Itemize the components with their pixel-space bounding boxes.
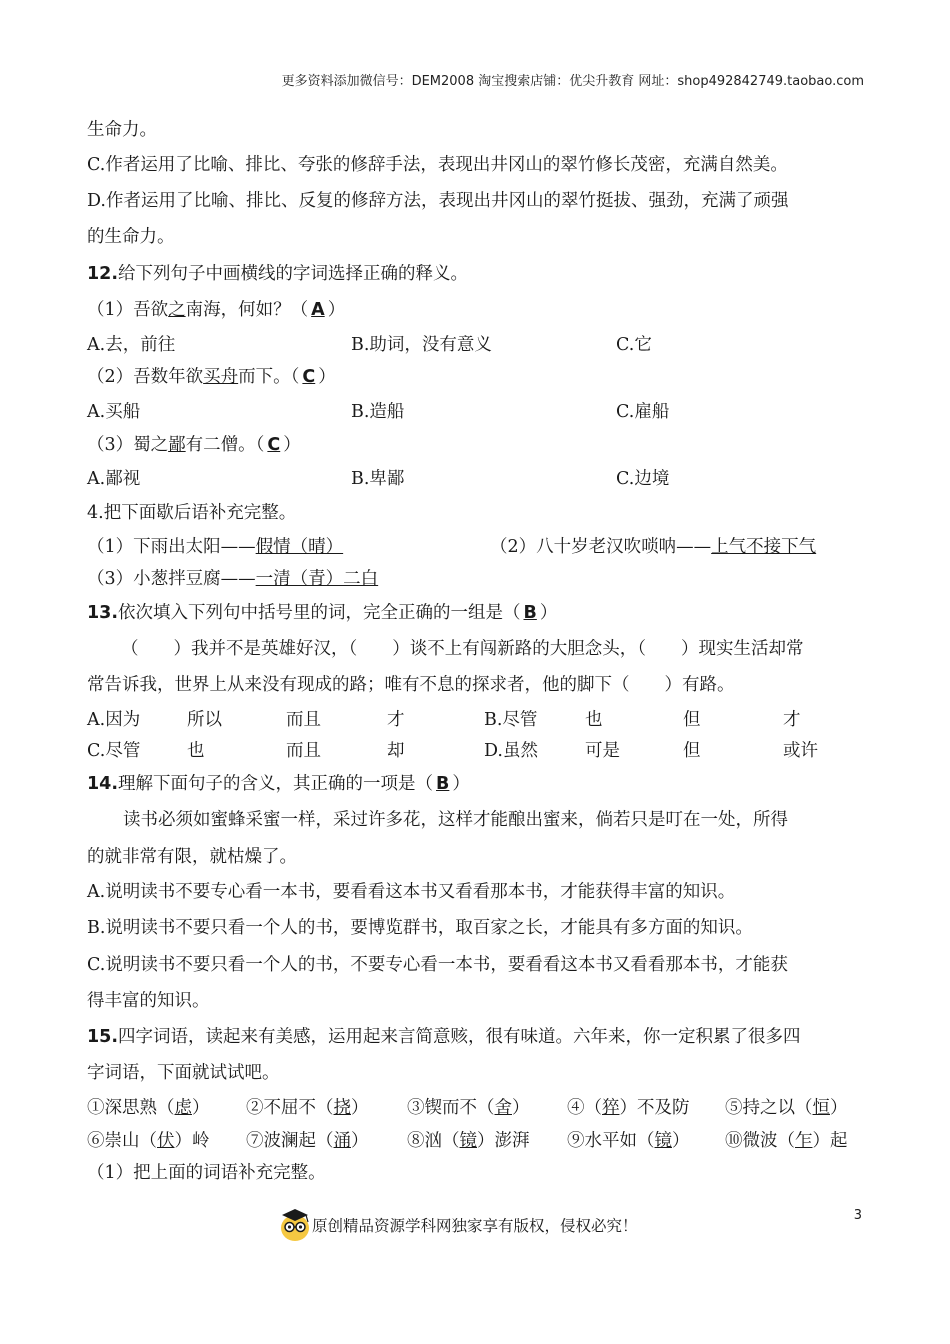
answer: 恒	[812, 1098, 830, 1118]
answer: C	[267, 435, 281, 455]
xiehouyu-3	[87, 567, 378, 591]
idiom-text: ）	[830, 1098, 848, 1118]
option-b: B.说明读书不要只看一个人的书，要博览群书，取百家之长，才能具有多方面的知识。	[87, 918, 753, 938]
idiom-text: ）	[672, 1131, 690, 1151]
riddle-text: （3）小葱拌豆腐——	[87, 569, 256, 589]
question-text: 四字词语，读起来有美感，运用起来言简意赅，很有味道。六年来，你一定积累了很多四	[118, 1027, 801, 1047]
idiom-item	[407, 1096, 530, 1120]
question-number: 12.	[87, 264, 119, 284]
option: A.因为	[87, 710, 141, 730]
option: 或许	[783, 741, 818, 761]
idiom-text: ⑤持之以（	[725, 1098, 813, 1118]
sentence-3	[87, 433, 301, 457]
option: C.雇船	[616, 402, 670, 422]
option: B.造船	[351, 402, 405, 422]
passage-line: 常告诉我，世界上从来没有现成的路；唯有不息的探求者，他的脚下（ ）有路。	[87, 675, 735, 695]
option: 才	[783, 710, 801, 730]
option-c-cont: 得丰富的知识。	[87, 991, 210, 1011]
sentence-text: 有二僧。（	[185, 435, 265, 455]
sentence-text: （3）蜀之	[87, 435, 169, 455]
passage-line: 的就非常有限，就枯燥了。	[87, 847, 297, 867]
idiom-item	[246, 1129, 369, 1153]
idiom-item	[567, 1096, 690, 1120]
idiom-item	[725, 1129, 848, 1153]
answer: 镜	[459, 1131, 477, 1151]
idiom-item	[567, 1129, 690, 1153]
owl-logo-icon	[278, 1206, 312, 1242]
sentence-text: ）	[283, 435, 301, 455]
option: C.它	[616, 335, 652, 355]
passage-line: 读书必须如蜜蜂采蜜一样，采过许多花，这样才能酿出蜜来，倘若只是叮在一处，所得	[123, 810, 788, 830]
question-text: ）	[452, 774, 470, 794]
option: C.尽管	[87, 741, 141, 761]
option: 才	[387, 710, 405, 730]
option: 也	[585, 710, 603, 730]
answer: A	[311, 300, 325, 320]
idiom-text: ）起	[812, 1131, 848, 1151]
text-line: 生命力。	[87, 120, 157, 140]
option-c-line: C.作者运用了比喻、排比、夸张的修辞手法，表现出井冈山的翠竹修长茂密，充满自然美。	[87, 155, 788, 175]
option: C.边境	[616, 469, 670, 489]
copyright-footer: 原创精品资源学科网独家享有版权，侵权必究！	[312, 1217, 638, 1235]
idiom-item	[87, 1129, 210, 1153]
sentence-text: ）	[318, 367, 336, 387]
option: 但	[683, 710, 701, 730]
passage-line: （ ）我并不是英雄好汉，（ ）谈不上有闯新路的大胆念头，（ ）现实生活却常	[121, 639, 804, 659]
answer: 镜	[654, 1131, 672, 1151]
riddle-text: （2）八十岁老汉吹唢呐——	[490, 537, 712, 557]
idiom-text: ）岭	[174, 1131, 210, 1151]
sentence-text: 南海，何如？（	[185, 300, 309, 320]
question-13	[87, 601, 557, 625]
option: 而且	[286, 710, 321, 730]
answer: 假情（晴）	[255, 537, 344, 557]
question-4: 4.把下面歇后语补充完整。	[87, 503, 297, 523]
sentence-text: 而下。（	[238, 367, 300, 387]
idiom-text: ）	[192, 1098, 210, 1118]
idiom-text: ③锲而不（	[407, 1098, 495, 1118]
sentence-1	[87, 298, 345, 322]
question-text: 理解下面句子的含义，其正确的一项是（	[118, 774, 434, 794]
idiom-text: ）	[512, 1098, 530, 1118]
answer: B	[436, 774, 450, 794]
question-text: ）	[539, 603, 558, 623]
question-number: 14.	[87, 774, 119, 794]
option: B.尽管	[484, 710, 538, 730]
answer: 舍	[494, 1098, 512, 1118]
idiom-text: ①深思熟（	[87, 1098, 175, 1118]
question-12	[87, 262, 468, 286]
sentence-text: （1）吾欲	[87, 300, 169, 320]
option: 也	[187, 741, 205, 761]
idiom-text: ⑧汹（	[407, 1131, 460, 1151]
answer: 上气不接下气	[711, 537, 817, 557]
underlined-word: 之	[168, 300, 186, 320]
option: 但	[683, 741, 701, 761]
idiom-text: ）不及防	[619, 1098, 690, 1118]
question-text-cont: 字词语，下面就试试吧。	[87, 1063, 280, 1083]
option: D.虽然	[484, 741, 538, 761]
answer: 虑	[174, 1098, 192, 1118]
option: 却	[387, 741, 405, 761]
answer: 一清（青）二白	[255, 569, 379, 589]
sub-question: （1）把上面的词语补充完整。	[87, 1163, 326, 1183]
text-line: 的生命力。	[87, 227, 175, 247]
option: B.卑鄙	[351, 469, 405, 489]
question-number: 13.	[87, 603, 119, 623]
answer: 乍	[795, 1131, 813, 1151]
question-number: 15.	[87, 1027, 119, 1047]
page-number: 3	[853, 1208, 862, 1223]
underlined-word: 买舟	[203, 367, 239, 387]
idiom-text: ⑦波澜起（	[246, 1131, 334, 1151]
option: 可是	[585, 741, 620, 761]
option: A.鄙视	[87, 469, 141, 489]
question-15	[87, 1025, 801, 1049]
option: A.买船	[87, 402, 141, 422]
option-d-line: D.作者运用了比喻、排比、反复的修辞方法，表现出井冈山的翠竹挺拔、强劲，充满了顽强	[87, 191, 789, 211]
idiom-text: ⑨水平如（	[567, 1131, 655, 1151]
option-c: C.说明读书不要只看一个人的书，不要专心看一本书，要看看这本书又看看那本书，才能获	[87, 955, 788, 975]
idiom-item	[725, 1096, 848, 1120]
idiom-text: ⑥崇山（	[87, 1131, 157, 1151]
idiom-item	[87, 1096, 210, 1120]
header-info: 更多资料添加微信号：DEM2008 淘宝搜索店铺：优尖升教育 网址：shop492842749.taobao.com	[281, 74, 864, 89]
idiom-text: ⑩微波（	[725, 1131, 795, 1151]
sentence-text: （2）吾数年欲	[87, 367, 204, 387]
idiom-item	[246, 1096, 369, 1120]
answer: 伏	[157, 1131, 175, 1151]
answer: 猝	[602, 1098, 620, 1118]
riddle-text: （1）下雨出太阳——	[87, 537, 256, 557]
option: A.去，前往	[87, 335, 176, 355]
idiom-text: ）	[351, 1098, 369, 1118]
answer: 涌	[333, 1131, 351, 1151]
question-text: 给下列句子中画横线的字词选择正确的释义。	[118, 264, 469, 284]
underlined-word: 鄙	[168, 435, 186, 455]
idiom-text: ②不屈不（	[246, 1098, 334, 1118]
sentence-2	[87, 365, 336, 389]
idiom-item	[407, 1129, 530, 1153]
option: B.助词，没有意义	[351, 335, 492, 355]
option-a: A.说明读书不要专心看一本书，要看看这本书又看看那本书，才能获得丰富的知识。	[87, 882, 736, 902]
sentence-text: ）	[327, 300, 346, 320]
question-14	[87, 772, 470, 796]
idiom-text: ）澎湃	[477, 1131, 530, 1151]
xiehouyu-2	[490, 535, 816, 559]
answer: B	[523, 603, 537, 623]
idiom-text: ）	[351, 1131, 369, 1151]
option: 所以	[187, 710, 222, 730]
idiom-text: ④（	[567, 1098, 602, 1118]
xiehouyu-1	[87, 535, 343, 559]
answer: 挠	[333, 1098, 351, 1118]
option: 而且	[286, 741, 321, 761]
question-text: 依次填入下列句中括号里的词，完全正确的一组是（	[118, 603, 521, 623]
answer: C	[302, 367, 316, 387]
